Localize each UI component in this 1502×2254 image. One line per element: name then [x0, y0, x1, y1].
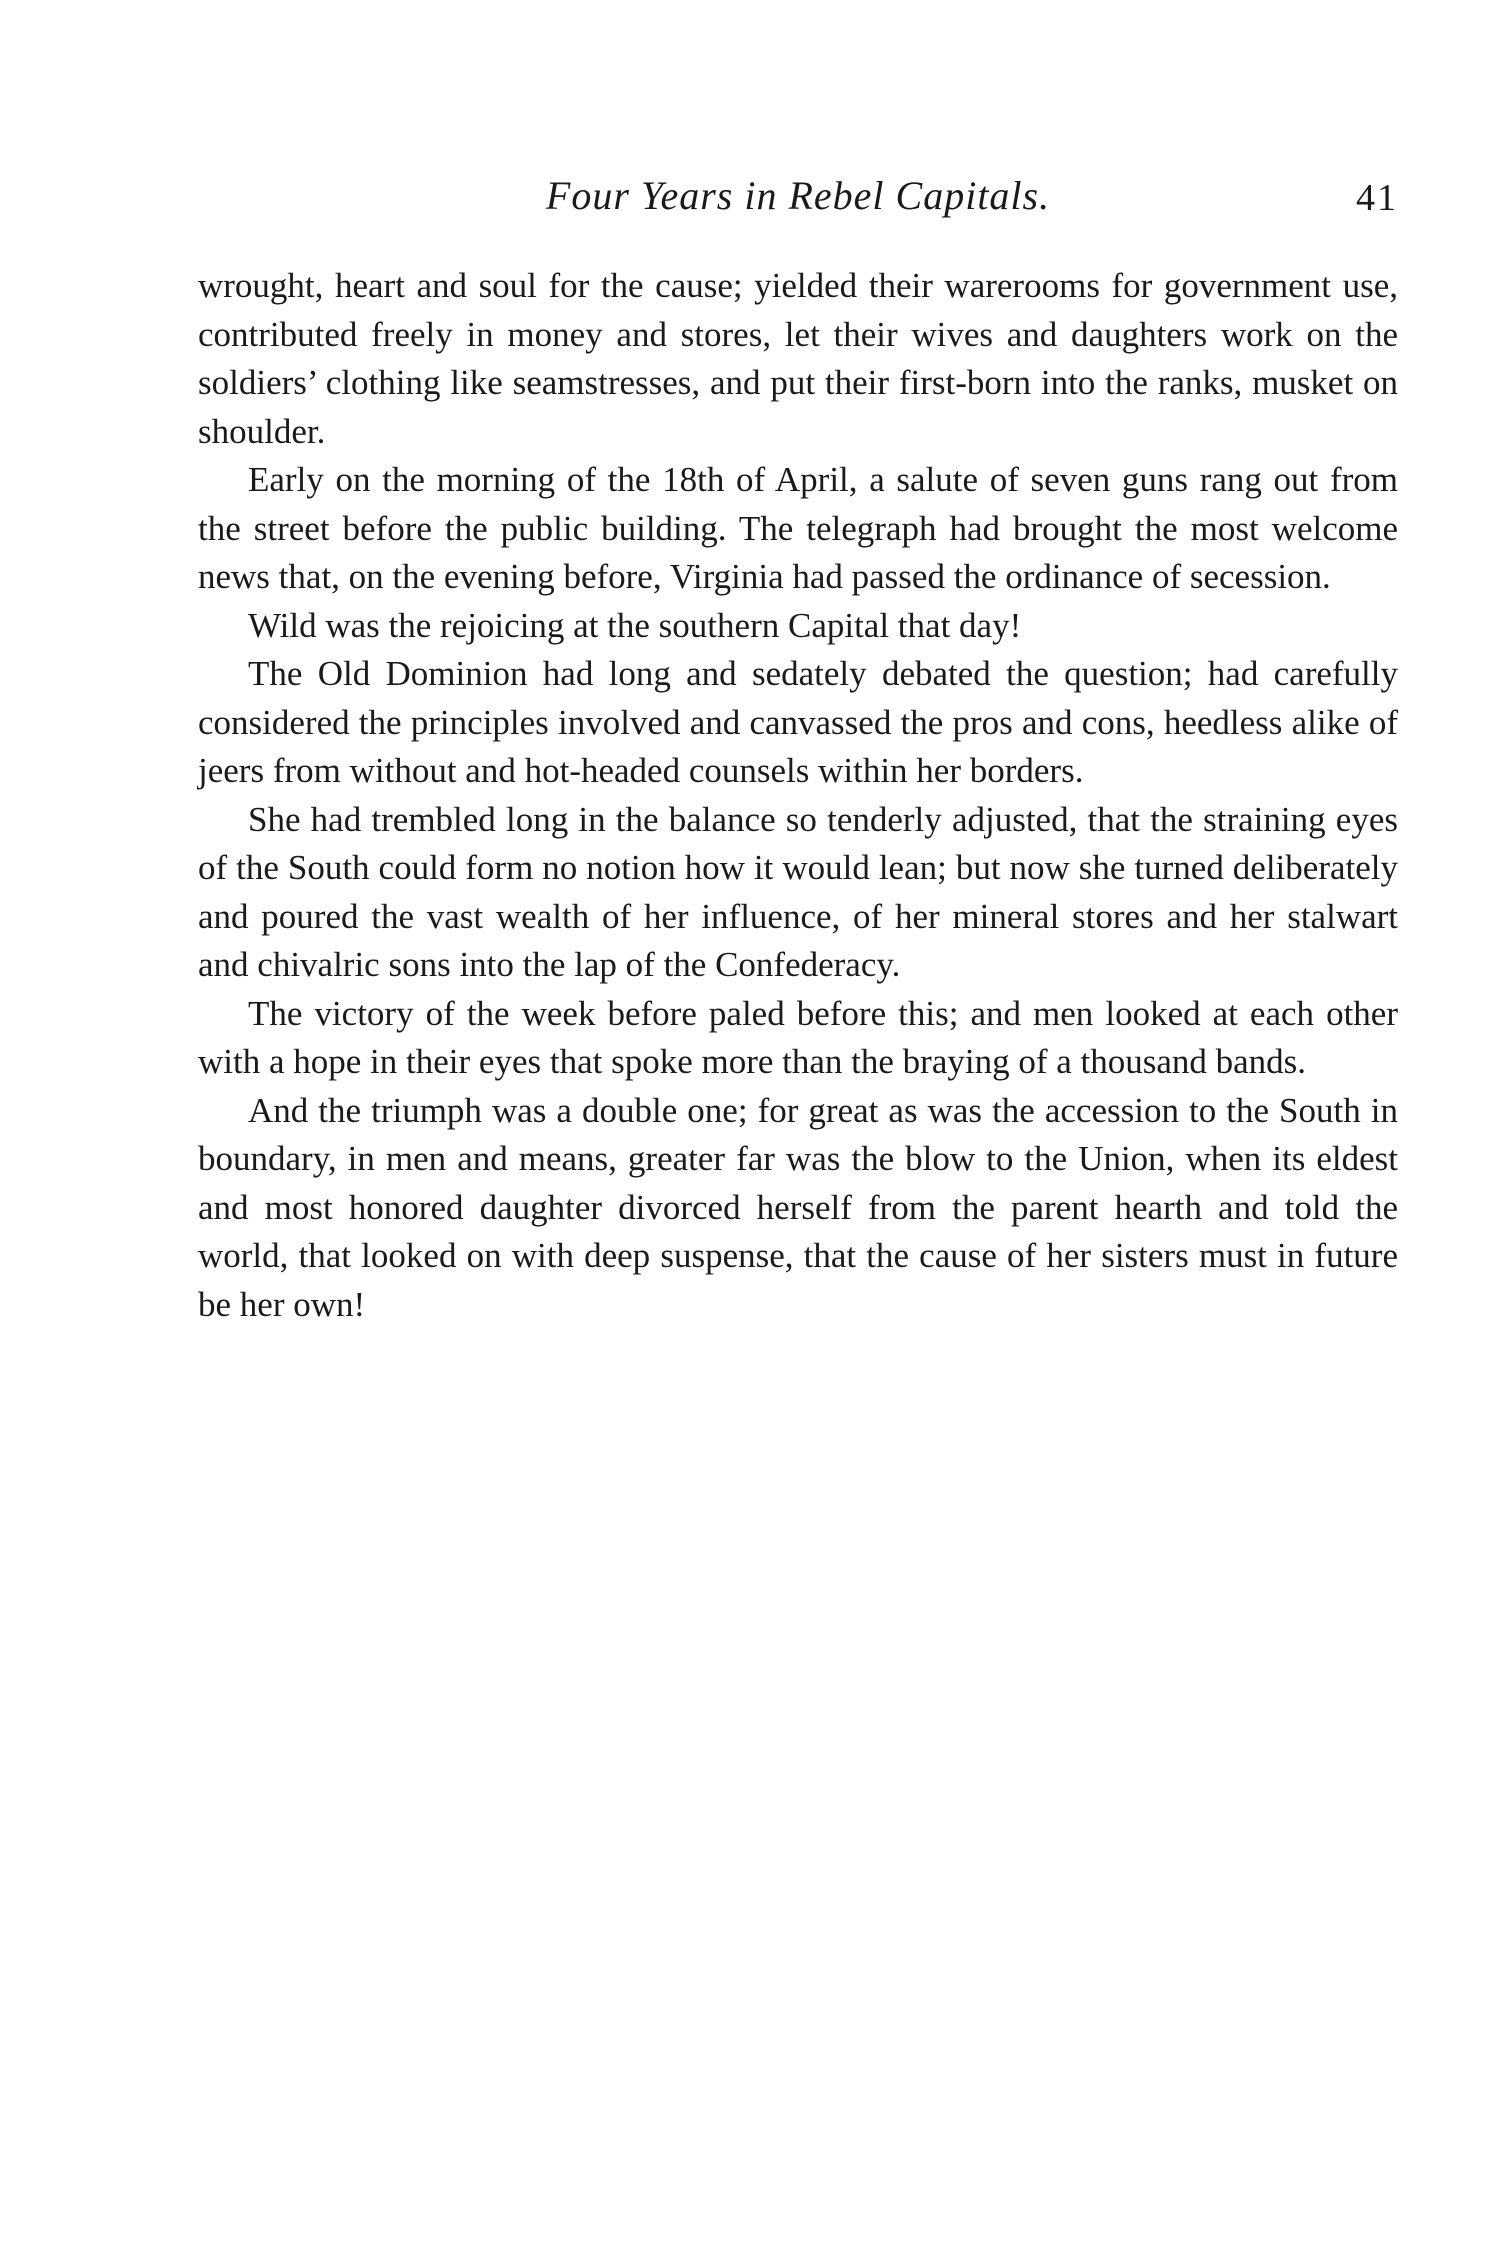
paragraph: She had trembled long in the balance so tenderly adjusted, that the straining eyes of the South could form no notion how it would lean; but now she turned deliberately and poured the vast wealth of her influence, of her mineral stores and her stalwart and chivalric sons into the lap of the Confederacy. [198, 799, 1398, 984]
paragraph: The Old Dominion had long and sedately debated the question; had carefully considered the principles involved and canvassed the pros and cons, heedless alike of jeers from without and hot-headed counsels within her borders. [198, 654, 1398, 790]
running-title: Four Years in Rebel Capitals. [545, 173, 1051, 218]
page-number: 41 [1356, 177, 1398, 219]
paragraph: Wild was the rejoicing at the southern Capital that day! [248, 605, 1022, 645]
body-text [198, 262, 1398, 1329]
paragraph: Early on the morning of the 18th of April, a salute of seven guns rang out from the street before the public building. The telegraph had brought the most welcome news that, on the evening before, Virginia had passed the ordinance of secession. [198, 460, 1398, 596]
paragraph: wrought, heart and soul for the cause; yielded their warerooms for government use, contributed freely in money and stores, let their wives and daughters work on the soldiers’ clothing like seamstresses, and put their first-born into the ranks, musket on shoulder. [198, 266, 1398, 451]
paragraph: And the triumph was a double one; for great as was the accession to the South in boundary, in men and means, greater far was the blow to the Union, when its eldest and most honored daughter divorced herself from the parent hearth and told the world, that looked on with deep suspense, that the cause of her sisters must in future be her own! [198, 1090, 1398, 1324]
paragraph: The victory of the week before paled before this; and men looked at each other with a hope in their eyes that spoke more than the braying of a thousand bands. [198, 993, 1398, 1081]
running-head [198, 172, 1398, 232]
